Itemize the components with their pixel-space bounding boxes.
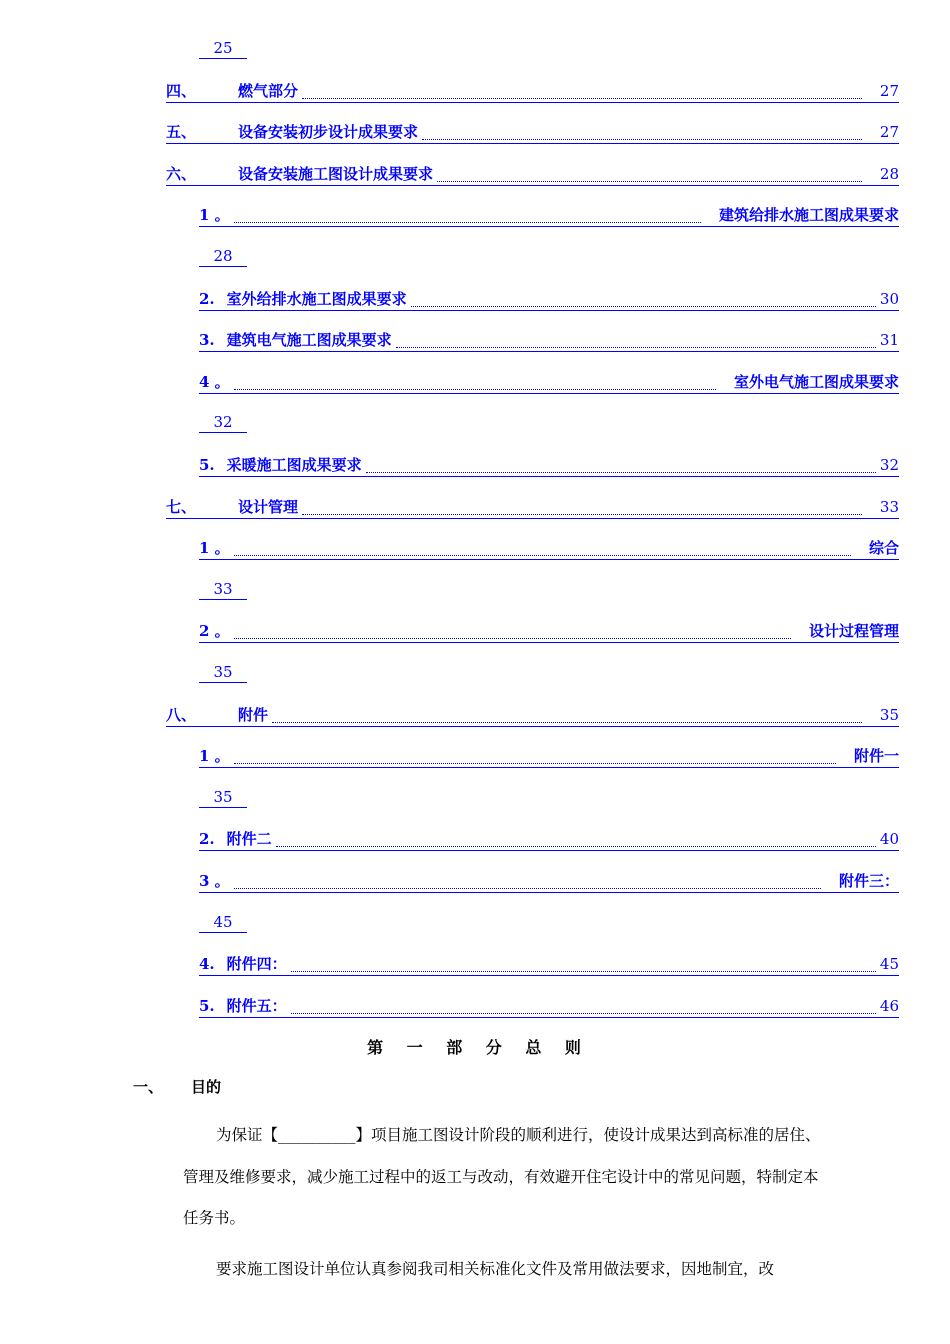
toc-entry-title: 室外给排水施工图成果要求: [226, 290, 407, 308]
toc-entry-number: 2 。: [199, 622, 230, 640]
toc-entry-number: 八、: [166, 706, 197, 724]
toc-entry-title: 设备安装施工图设计成果要求: [238, 165, 434, 183]
toc-leader-dots: [291, 957, 876, 972]
toc-leader-dots: [234, 624, 791, 639]
toc-entry[interactable]: [166, 496, 899, 519]
toc-entry[interactable]: [199, 288, 899, 311]
toc-entry-number: 3.: [199, 331, 215, 349]
toc-entry-page: 27: [879, 82, 899, 100]
toc-entry[interactable]: [199, 870, 899, 893]
toc-entry-page: 46: [879, 997, 899, 1015]
toc-entry-page: 45: [879, 955, 899, 973]
toc-entry-number: 1 。: [199, 747, 230, 765]
toc-entry-number: 2.: [199, 290, 215, 308]
part-heading: 第 一 部 分 总 则: [367, 1038, 583, 1057]
toc-entry-title: 附件一: [853, 747, 899, 765]
toc-entry-title: 设备安装初步设计成果要求: [238, 123, 419, 141]
section-heading: [133, 1076, 221, 1097]
toc-leader-dots: [366, 458, 876, 473]
toc-entry-page: 28: [879, 165, 899, 183]
toc-entry-page: 33: [879, 498, 899, 516]
toc-entry[interactable]: [199, 995, 899, 1018]
toc-entry[interactable]: [199, 371, 899, 394]
toc-entry[interactable]: [199, 953, 899, 976]
toc-leader-dots: [272, 708, 862, 723]
toc-entry[interactable]: [199, 620, 899, 643]
toc-entry-title: 设计过程管理: [808, 622, 899, 640]
toc-leader-dots: [302, 84, 862, 99]
toc-entry-number: 六、: [166, 165, 197, 183]
toc-leader-dots: [234, 541, 851, 556]
toc-page-number[interactable]: 28: [199, 246, 247, 267]
toc-entry-title: 建筑给排水施工图成果要求: [718, 206, 899, 224]
toc-leader-dots: [234, 208, 701, 223]
toc-entry-title: 室外电气施工图成果要求: [733, 373, 899, 391]
toc-leader-dots: [234, 375, 716, 390]
toc-entry-number: 4 。: [199, 373, 230, 391]
toc-entry-number: 5.: [199, 456, 215, 474]
toc-entry-page: 31: [879, 331, 899, 349]
toc-entry[interactable]: [199, 537, 899, 560]
toc-entry[interactable]: [199, 204, 899, 227]
toc-entry[interactable]: [166, 80, 899, 103]
toc-entry-number: 七、: [166, 498, 197, 516]
toc-entry-number: 1 。: [199, 539, 230, 557]
toc-entry-number: 1 。: [199, 206, 230, 224]
toc-entry-page: 32: [879, 456, 899, 474]
toc-entry-title: 设计管理: [238, 498, 299, 516]
toc-page-number[interactable]: 35: [199, 787, 247, 808]
toc-entry-page: 30: [879, 290, 899, 308]
toc-page-number[interactable]: 35: [199, 662, 247, 683]
section-label: 目的: [191, 1078, 222, 1096]
toc-entry[interactable]: [199, 454, 899, 477]
toc-page-number[interactable]: 45: [199, 912, 247, 933]
toc-entry-title: 附件五：: [226, 997, 287, 1015]
toc-entry[interactable]: [199, 828, 899, 851]
toc-page-number[interactable]: 33: [199, 579, 247, 600]
toc-leader-dots: [234, 874, 821, 889]
toc-entry-title: 附件三：: [838, 872, 899, 890]
body-paragraph-1: 为保证【__________】项目施工图设计阶段的顺利进行，使设计成果达到高标准的居住、管理及维修要求，减少施工过程中的返工与改动，有效避开住宅设计中的常见问题，特制定本任务书。: [183, 1126, 821, 1227]
toc-entry-page: 40: [879, 830, 899, 848]
toc-entry-title: 附件四：: [226, 955, 287, 973]
toc-leader-dots: [302, 500, 862, 515]
toc-page-number[interactable]: 25: [199, 38, 247, 59]
toc-entry[interactable]: [166, 704, 899, 727]
toc-leader-dots: [437, 167, 862, 182]
toc-entry[interactable]: [199, 745, 899, 768]
toc-page-number[interactable]: 32: [199, 412, 247, 433]
toc-entry-title: 附件二: [226, 830, 272, 848]
toc-entry-title: 附件: [238, 706, 269, 724]
toc-entry-number: 4.: [199, 955, 215, 973]
toc-entry[interactable]: [199, 329, 899, 352]
toc-entry-title: 燃气部分: [238, 82, 299, 100]
toc-leader-dots: [396, 333, 876, 348]
toc-entry-number: 四、: [166, 82, 197, 100]
toc-entry-page: 35: [879, 706, 899, 724]
toc-entry[interactable]: [166, 163, 899, 186]
toc-entry-number: 2.: [199, 830, 215, 848]
toc-entry[interactable]: [166, 121, 899, 144]
toc-entry-number: 5.: [199, 997, 215, 1015]
toc-entry-page: 27: [879, 123, 899, 141]
toc-leader-dots: [234, 749, 836, 764]
toc-entry-number: 3 。: [199, 872, 230, 890]
toc-entry-title: 采暖施工图成果要求: [226, 456, 362, 474]
toc-entry-title: 建筑电气施工图成果要求: [226, 331, 392, 349]
toc-leader-dots: [291, 999, 876, 1014]
section-number: 一、: [133, 1078, 164, 1096]
toc-entry-title: 综合: [868, 539, 899, 557]
toc-leader-dots: [422, 125, 862, 140]
toc-leader-dots: [276, 832, 876, 847]
toc-entry-number: 五、: [166, 123, 197, 141]
body-paragraph-2: 要求施工图设计单位认真参阅我司相关标准化文件及常用做法要求，因地制宜，改: [216, 1260, 775, 1278]
toc-leader-dots: [411, 292, 876, 307]
